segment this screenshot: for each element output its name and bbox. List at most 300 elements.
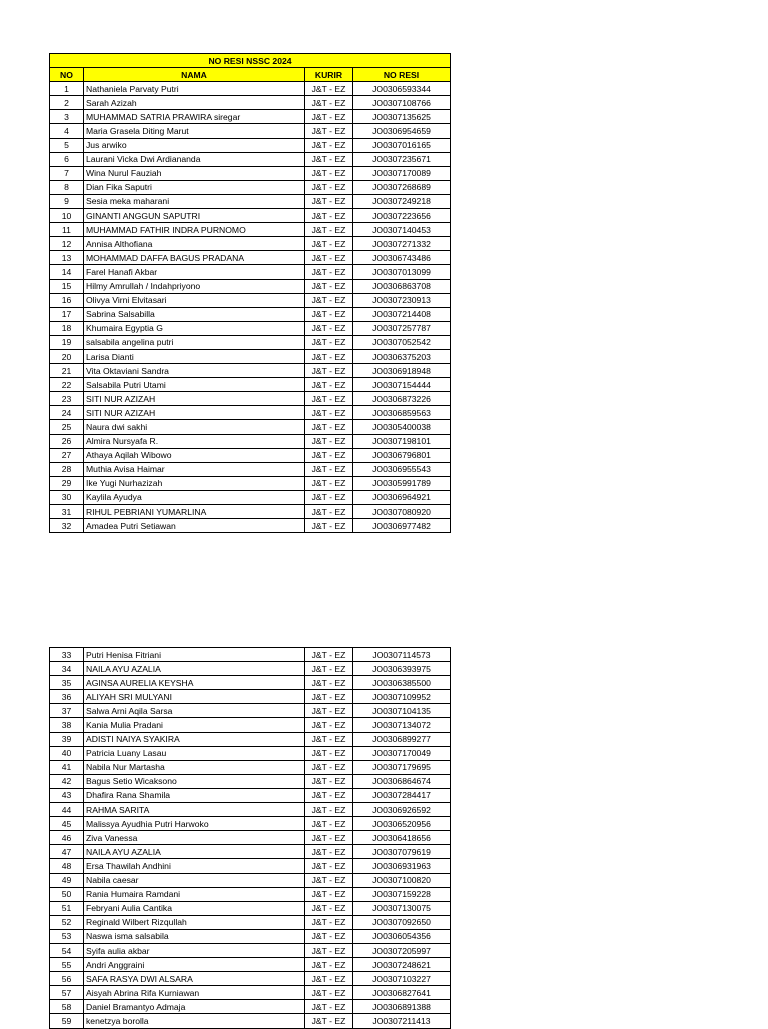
table-row [50, 505, 451, 519]
cell-no: 3 [50, 110, 84, 124]
cell-no: 30 [50, 490, 84, 504]
cell-resi: JO0307198101 [353, 434, 451, 448]
cell-kurir: J&T - EZ [305, 166, 353, 180]
cell-resi: JO0307114573 [353, 648, 451, 662]
table-row [50, 321, 451, 335]
cell-resi: JO0307052542 [353, 335, 451, 349]
cell-resi: JO0307108766 [353, 96, 451, 110]
cell-no: 38 [50, 718, 84, 732]
cell-resi: JO0307268689 [353, 180, 451, 194]
cell-kurir: J&T - EZ [305, 110, 353, 124]
table-row [50, 307, 451, 321]
cell-no: 58 [50, 1000, 84, 1014]
table-row [50, 180, 451, 194]
cell-resi: JO0306859563 [353, 406, 451, 420]
cell-nama: Khumaira Egyptia G [84, 321, 305, 335]
cell-nama: Dian Fika Saputri [84, 180, 305, 194]
cell-nama: Kaylila Ayudya [84, 490, 305, 504]
cell-nama: Olivya Virni Elvitasari [84, 293, 305, 307]
cell-kurir: J&T - EZ [305, 180, 353, 194]
cell-nama: NAILA AYU AZALIA [84, 845, 305, 859]
table-row [50, 138, 451, 152]
cell-nama: Reginald Wilbert Rizqullah [84, 915, 305, 929]
cell-kurir: J&T - EZ [305, 648, 353, 662]
cell-no: 32 [50, 519, 84, 533]
cell-kurir: J&T - EZ [305, 194, 353, 208]
cell-resi: JO0307092650 [353, 915, 451, 929]
cell-kurir: J&T - EZ [305, 82, 353, 96]
cell-resi: JO0307013099 [353, 265, 451, 279]
header-no: NO [50, 68, 84, 82]
table-row [50, 349, 451, 363]
cell-resi: JO0307248621 [353, 958, 451, 972]
cell-kurir: J&T - EZ [305, 237, 353, 251]
cell-resi: JO0307214408 [353, 307, 451, 321]
cell-resi: JO0306964921 [353, 490, 451, 504]
cell-resi: JO0307211413 [353, 1014, 451, 1028]
cell-no: 56 [50, 972, 84, 986]
cell-kurir: J&T - EZ [305, 929, 353, 943]
cell-kurir: J&T - EZ [305, 774, 353, 788]
cell-kurir: J&T - EZ [305, 831, 353, 845]
cell-nama: AGINSA AURELIA KEYSHA [84, 676, 305, 690]
table-row [50, 1000, 451, 1014]
cell-resi: JO0307016165 [353, 138, 451, 152]
cell-nama: Kania Mulia Pradani [84, 718, 305, 732]
cell-resi: JO0307109952 [353, 690, 451, 704]
cell-kurir: J&T - EZ [305, 732, 353, 746]
cell-resi: JO0307271332 [353, 237, 451, 251]
table-row [50, 279, 451, 293]
cell-kurir: J&T - EZ [305, 378, 353, 392]
cell-kurir: J&T - EZ [305, 335, 353, 349]
cell-kurir: J&T - EZ [305, 958, 353, 972]
cell-resi: JO0307223656 [353, 209, 451, 223]
cell-kurir: J&T - EZ [305, 704, 353, 718]
cell-nama: MUHAMMAD FATHIR INDRA PURNOMO [84, 223, 305, 237]
cell-nama: Naura dwi sakhi [84, 420, 305, 434]
cell-nama: Salwa Arni Aqila Sarsa [84, 704, 305, 718]
cell-nama: MUHAMMAD SATRIA PRAWIRA siregar [84, 110, 305, 124]
cell-no: 36 [50, 690, 84, 704]
cell-no: 42 [50, 774, 84, 788]
table-row [50, 462, 451, 476]
table-row [50, 915, 451, 929]
cell-nama: Syifa aulia akbar [84, 943, 305, 957]
cell-no: 46 [50, 831, 84, 845]
table-row [50, 237, 451, 251]
cell-no: 59 [50, 1014, 84, 1028]
cell-nama: Ziva Vanessa [84, 831, 305, 845]
table-row [50, 448, 451, 462]
table-row [50, 887, 451, 901]
cell-kurir: J&T - EZ [305, 96, 353, 110]
table-row [50, 901, 451, 915]
cell-resi: JO0306593344 [353, 82, 451, 96]
table-row [50, 648, 451, 662]
table-row [50, 420, 451, 434]
table-row [50, 986, 451, 1000]
cell-no: 37 [50, 704, 84, 718]
cell-nama: Naswa isma salsabila [84, 929, 305, 943]
cell-kurir: J&T - EZ [305, 788, 353, 802]
table-row [50, 972, 451, 986]
cell-kurir: J&T - EZ [305, 873, 353, 887]
cell-resi: JO0307079619 [353, 845, 451, 859]
cell-resi: JO0307103227 [353, 972, 451, 986]
cell-nama: Amadea Putri Setiawan [84, 519, 305, 533]
table-title-row [50, 54, 451, 68]
cell-resi: JO0305991789 [353, 476, 451, 490]
cell-no: 27 [50, 448, 84, 462]
cell-kurir: J&T - EZ [305, 265, 353, 279]
cell-nama: Daniel Bramantyo Admaja [84, 1000, 305, 1014]
cell-resi: JO0307135625 [353, 110, 451, 124]
cell-kurir: J&T - EZ [305, 1014, 353, 1028]
table-row [50, 732, 451, 746]
table-row [50, 845, 451, 859]
cell-no: 39 [50, 732, 84, 746]
cell-resi: JO0306418656 [353, 831, 451, 845]
table-row [50, 364, 451, 378]
table-row [50, 124, 451, 138]
cell-no: 2 [50, 96, 84, 110]
cell-no: 9 [50, 194, 84, 208]
cell-no: 21 [50, 364, 84, 378]
cell-nama: Bagus Setio Wicaksono [84, 774, 305, 788]
cell-no: 23 [50, 392, 84, 406]
cell-kurir: J&T - EZ [305, 760, 353, 774]
cell-resi: JO0306054356 [353, 929, 451, 943]
cell-nama: Andri Anggraini [84, 958, 305, 972]
cell-resi: JO0307140453 [353, 223, 451, 237]
cell-resi: JO0306931963 [353, 859, 451, 873]
table-row [50, 859, 451, 873]
cell-kurir: J&T - EZ [305, 490, 353, 504]
table-row [50, 265, 451, 279]
cell-resi: JO0306873226 [353, 392, 451, 406]
cell-nama: Maria Grasela Diting Marut [84, 124, 305, 138]
cell-no: 4 [50, 124, 84, 138]
cell-kurir: J&T - EZ [305, 505, 353, 519]
cell-no: 24 [50, 406, 84, 420]
cell-no: 25 [50, 420, 84, 434]
cell-kurir: J&T - EZ [305, 420, 353, 434]
cell-kurir: J&T - EZ [305, 349, 353, 363]
cell-kurir: J&T - EZ [305, 223, 353, 237]
cell-kurir: J&T - EZ [305, 307, 353, 321]
table-row [50, 490, 451, 504]
cell-resi: JO0307104135 [353, 704, 451, 718]
cell-nama: Salsabila Putri Utami [84, 378, 305, 392]
cell-nama: Farel Hanafi Akbar [84, 265, 305, 279]
cell-resi: JO0307154444 [353, 378, 451, 392]
cell-kurir: J&T - EZ [305, 152, 353, 166]
cell-no: 55 [50, 958, 84, 972]
cell-no: 5 [50, 138, 84, 152]
cell-resi: JO0306864674 [353, 774, 451, 788]
cell-nama: GINANTI ANGGUN SAPUTRI [84, 209, 305, 223]
cell-resi: JO0307170049 [353, 746, 451, 760]
cell-resi: JO0306393975 [353, 662, 451, 676]
cell-kurir: J&T - EZ [305, 476, 353, 490]
cell-nama: Dhafira Rana Shamila [84, 788, 305, 802]
table-row [50, 1014, 451, 1028]
cell-nama: Annisa Althofiana [84, 237, 305, 251]
cell-nama: ADISTI NAIYA SYAKIRA [84, 732, 305, 746]
cell-nama: Putri Henisa Fitriani [84, 648, 305, 662]
cell-resi: JO0306796801 [353, 448, 451, 462]
cell-nama: RAHMA SARITA [84, 803, 305, 817]
cell-resi: JO0306520956 [353, 817, 451, 831]
cell-no: 57 [50, 986, 84, 1000]
cell-no: 43 [50, 788, 84, 802]
cell-no: 28 [50, 462, 84, 476]
cell-resi: JO0307170089 [353, 166, 451, 180]
cell-nama: salsabila angelina putri [84, 335, 305, 349]
cell-no: 1 [50, 82, 84, 96]
table-title: NO RESI NSSC 2024 [50, 54, 451, 68]
cell-nama: kenetzya borolla [84, 1014, 305, 1028]
cell-resi: JO0307284417 [353, 788, 451, 802]
cell-kurir: J&T - EZ [305, 718, 353, 732]
table-row [50, 831, 451, 845]
table-row [50, 378, 451, 392]
cell-no: 29 [50, 476, 84, 490]
table-row [50, 958, 451, 972]
table-row [50, 690, 451, 704]
table-row [50, 519, 451, 533]
cell-kurir: J&T - EZ [305, 364, 353, 378]
cell-kurir: J&T - EZ [305, 676, 353, 690]
cell-resi: JO0306918948 [353, 364, 451, 378]
cell-no: 19 [50, 335, 84, 349]
cell-nama: Almira Nursyafa R. [84, 434, 305, 448]
cell-resi: JO0307179695 [353, 760, 451, 774]
cell-no: 6 [50, 152, 84, 166]
cell-kurir: J&T - EZ [305, 859, 353, 873]
cell-no: 44 [50, 803, 84, 817]
cell-no: 16 [50, 293, 84, 307]
table-header-row [50, 68, 451, 82]
table-row [50, 943, 451, 957]
cell-nama: Laurani Vicka Dwi Ardiananda [84, 152, 305, 166]
cell-resi: JO0306899277 [353, 732, 451, 746]
cell-no: 14 [50, 265, 84, 279]
cell-kurir: J&T - EZ [305, 293, 353, 307]
cell-kurir: J&T - EZ [305, 462, 353, 476]
table-row [50, 251, 451, 265]
cell-no: 26 [50, 434, 84, 448]
cell-nama: SAFA RASYA DWI ALSARA [84, 972, 305, 986]
cell-resi: JO0307159228 [353, 887, 451, 901]
cell-nama: SITI NUR AZIZAH [84, 406, 305, 420]
cell-resi: JO0307230913 [353, 293, 451, 307]
cell-kurir: J&T - EZ [305, 887, 353, 901]
resi-table-2 [49, 647, 451, 1029]
cell-no: 40 [50, 746, 84, 760]
cell-resi: JO0306375203 [353, 349, 451, 363]
cell-nama: Ike Yugi Nurhazizah [84, 476, 305, 490]
cell-nama: Jus arwiko [84, 138, 305, 152]
cell-kurir: J&T - EZ [305, 124, 353, 138]
cell-no: 47 [50, 845, 84, 859]
cell-kurir: J&T - EZ [305, 406, 353, 420]
table-row [50, 817, 451, 831]
table-row [50, 209, 451, 223]
table-row [50, 746, 451, 760]
cell-kurir: J&T - EZ [305, 845, 353, 859]
table-row [50, 788, 451, 802]
cell-resi: JO0307080920 [353, 505, 451, 519]
cell-resi: JO0307134072 [353, 718, 451, 732]
cell-no: 54 [50, 943, 84, 957]
header-kurir: KURIR [305, 68, 353, 82]
table-row [50, 392, 451, 406]
cell-nama: SITI NUR AZIZAH [84, 392, 305, 406]
cell-no: 53 [50, 929, 84, 943]
cell-no: 18 [50, 321, 84, 335]
table-row [50, 96, 451, 110]
cell-kurir: J&T - EZ [305, 986, 353, 1000]
cell-nama: Malissya Ayudhia Putri Harwoko [84, 817, 305, 831]
cell-nama: Vita Oktaviani Sandra [84, 364, 305, 378]
table-row [50, 718, 451, 732]
table-row [50, 223, 451, 237]
cell-kurir: J&T - EZ [305, 392, 353, 406]
cell-no: 13 [50, 251, 84, 265]
cell-resi: JO0307235671 [353, 152, 451, 166]
table-row [50, 166, 451, 180]
cell-no: 31 [50, 505, 84, 519]
cell-kurir: J&T - EZ [305, 943, 353, 957]
cell-kurir: J&T - EZ [305, 279, 353, 293]
cell-no: 33 [50, 648, 84, 662]
cell-kurir: J&T - EZ [305, 662, 353, 676]
cell-no: 20 [50, 349, 84, 363]
cell-resi: JO0306863708 [353, 279, 451, 293]
cell-no: 17 [50, 307, 84, 321]
table-row [50, 676, 451, 690]
cell-resi: JO0307205997 [353, 943, 451, 957]
cell-resi: JO0306385500 [353, 676, 451, 690]
cell-no: 12 [50, 237, 84, 251]
cell-kurir: J&T - EZ [305, 901, 353, 915]
cell-nama: Wina Nurul Fauziah [84, 166, 305, 180]
cell-nama: Patricia Luany Lasau [84, 746, 305, 760]
cell-kurir: J&T - EZ [305, 448, 353, 462]
cell-nama: Nabila caesar [84, 873, 305, 887]
cell-no: 10 [50, 209, 84, 223]
cell-kurir: J&T - EZ [305, 209, 353, 223]
cell-kurir: J&T - EZ [305, 434, 353, 448]
cell-no: 45 [50, 817, 84, 831]
table-row [50, 803, 451, 817]
cell-kurir: J&T - EZ [305, 321, 353, 335]
table-row [50, 704, 451, 718]
table-row [50, 662, 451, 676]
cell-resi: JO0307100820 [353, 873, 451, 887]
cell-nama: Ersa Thawilah Andhini [84, 859, 305, 873]
cell-no: 22 [50, 378, 84, 392]
table-row [50, 476, 451, 490]
cell-resi: JO0306926592 [353, 803, 451, 817]
resi-table-1 [49, 53, 451, 533]
cell-kurir: J&T - EZ [305, 746, 353, 760]
cell-no: 34 [50, 662, 84, 676]
table-row [50, 434, 451, 448]
table-row [50, 774, 451, 788]
cell-nama: Larisa Dianti [84, 349, 305, 363]
cell-nama: MOHAMMAD DAFFA BAGUS PRADANA [84, 251, 305, 265]
cell-nama: Aisyah Abrina Rifa Kurniawan [84, 986, 305, 1000]
cell-nama: Nathaniela Parvaty Putri [84, 82, 305, 96]
table-row [50, 110, 451, 124]
table-row [50, 406, 451, 420]
cell-nama: Sesia meka maharani [84, 194, 305, 208]
cell-kurir: J&T - EZ [305, 690, 353, 704]
cell-resi: JO0307249218 [353, 194, 451, 208]
table-row [50, 760, 451, 774]
header-nama: NAMA [84, 68, 305, 82]
table-row [50, 194, 451, 208]
cell-no: 50 [50, 887, 84, 901]
cell-resi: JO0306743486 [353, 251, 451, 265]
cell-no: 52 [50, 915, 84, 929]
cell-no: 8 [50, 180, 84, 194]
cell-kurir: J&T - EZ [305, 251, 353, 265]
cell-nama: Hilmy Amrullah / Indahpriyono [84, 279, 305, 293]
cell-no: 41 [50, 760, 84, 774]
cell-nama: Sarah Azizah [84, 96, 305, 110]
cell-kurir: J&T - EZ [305, 138, 353, 152]
cell-nama: Febryani Aulia Cantika [84, 901, 305, 915]
cell-no: 15 [50, 279, 84, 293]
cell-nama: ALIYAH SRI MULYANI [84, 690, 305, 704]
cell-nama: Nabila Nur Martasha [84, 760, 305, 774]
table-row [50, 293, 451, 307]
cell-resi: JO0306827641 [353, 986, 451, 1000]
cell-kurir: J&T - EZ [305, 519, 353, 533]
cell-kurir: J&T - EZ [305, 972, 353, 986]
cell-resi: JO0307130075 [353, 901, 451, 915]
cell-nama: RIHUL PEBRIANI YUMARLINA [84, 505, 305, 519]
cell-kurir: J&T - EZ [305, 817, 353, 831]
table-row [50, 82, 451, 96]
cell-resi: JO0306954659 [353, 124, 451, 138]
cell-kurir: J&T - EZ [305, 1000, 353, 1014]
cell-no: 48 [50, 859, 84, 873]
table-row [50, 873, 451, 887]
cell-nama: Muthia Avisa Haimar [84, 462, 305, 476]
cell-kurir: J&T - EZ [305, 915, 353, 929]
cell-resi: JO0306977482 [353, 519, 451, 533]
table-row [50, 929, 451, 943]
header-resi: NO RESI [353, 68, 451, 82]
cell-no: 51 [50, 901, 84, 915]
cell-resi: JO0307257787 [353, 321, 451, 335]
cell-resi: JO0306955543 [353, 462, 451, 476]
cell-resi: JO0305400038 [353, 420, 451, 434]
table-row [50, 152, 451, 166]
cell-nama: Rania Humaira Ramdani [84, 887, 305, 901]
cell-nama: Athaya Aqilah Wibowo [84, 448, 305, 462]
cell-nama: NAILA AYU AZALIA [84, 662, 305, 676]
cell-nama: Sabrina Salsabilla [84, 307, 305, 321]
cell-resi: JO0306891388 [353, 1000, 451, 1014]
table-row [50, 335, 451, 349]
cell-kurir: J&T - EZ [305, 803, 353, 817]
